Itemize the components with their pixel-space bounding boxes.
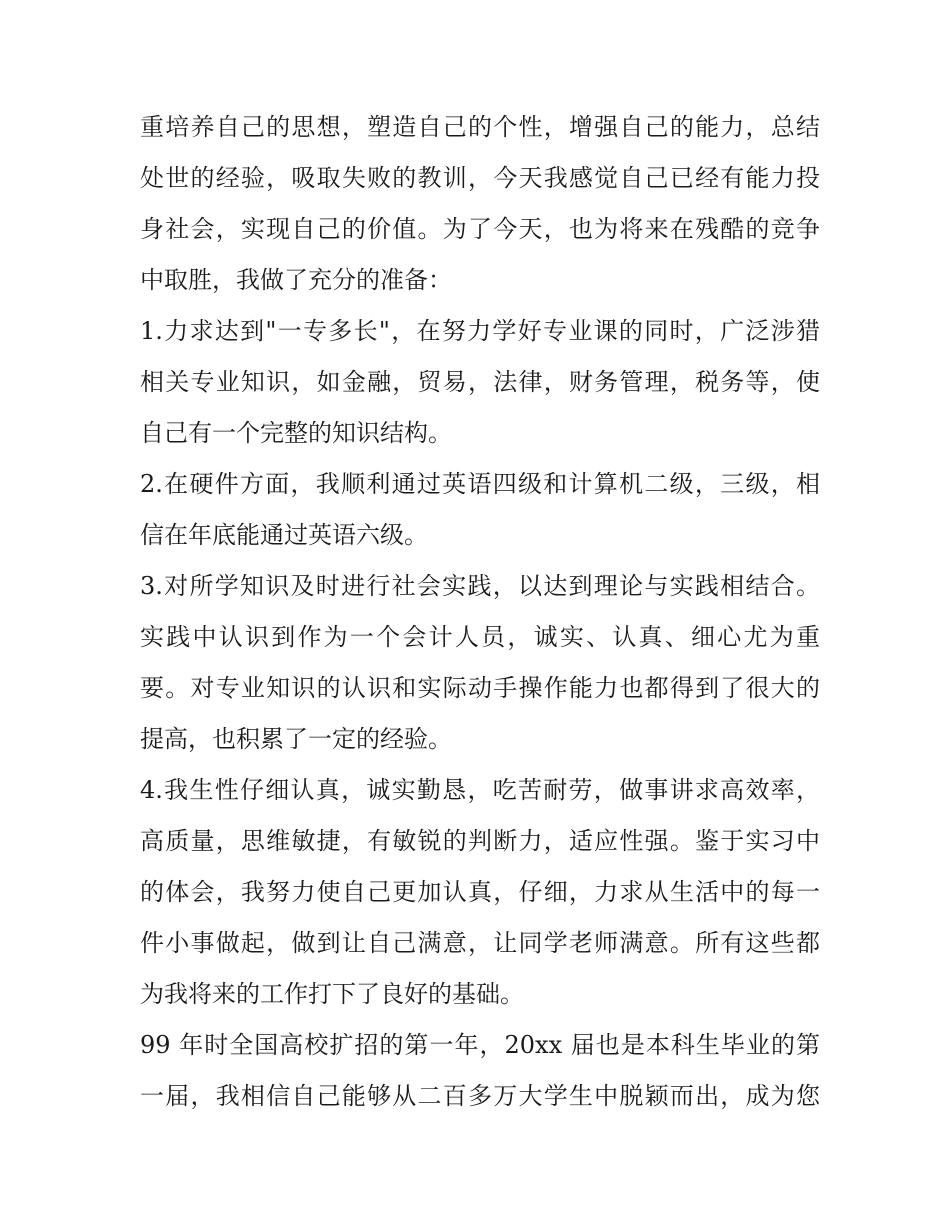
text-line: 身社会，实现自己的价值。为了今天，也为将来在残酷的竞争 [140, 215, 820, 243]
text-line: 重培养自己的思想，塑造自己的个性，增强自己的能力，总结 [140, 113, 820, 141]
text-line: 3.对所学知识及时进行社会实践，以达到理论与实践相结合。 [140, 572, 820, 600]
text-line: 处世的经验，吸取失败的教训，今天我感觉自己已经有能力投 [140, 164, 820, 192]
text-line: 自己有一个完整的知识结构。 [140, 419, 452, 447]
text-line: 实践中认识到作为一个会计人员，诚实、认真、细心尤为重 [140, 623, 820, 651]
text-line: 高质量，思维敏捷，有敏锐的判断力，适应性强。鉴于实习中 [140, 827, 820, 855]
text-line: 的体会，我努力使自己更加认真，仔细，力求从生活中的每一 [140, 878, 820, 906]
text-line: 要。对专业知识的认识和实际动手操作能力也都得到了很大的 [140, 674, 820, 702]
text-line: 为我将来的工作打下了良好的基础。 [140, 980, 524, 1008]
text-line: 提高，也积累了一定的经验。 [140, 725, 452, 753]
text-line: 一届，我相信自己能够从二百多万大学生中脱颖而出，成为您 [140, 1082, 820, 1110]
text-line: 2.在硬件方面，我顺利通过英语四级和计算机二级，三级，相 [140, 470, 820, 498]
text-line: 99 年时全国高校扩招的第一年，20xx 届也是本科生毕业的第 [140, 1031, 820, 1059]
text-line: 中取胜，我做了充分的准备： [140, 266, 452, 294]
text-line: 件小事做起，做到让自己满意，让同学老师满意。所有这些都 [140, 929, 820, 957]
body-text [140, 102, 820, 1122]
text-line: 相关专业知识，如金融，贸易，法律，财务管理，税务等，使 [140, 368, 820, 396]
text-line: 1.力求达到"一专多长"，在努力学好专业课的同时，广泛涉猎 [140, 317, 820, 345]
text-line: 信在年底能通过英语六级。 [140, 521, 428, 549]
text-line: 4.我生性仔细认真，诚实勤恳，吃苦耐劳，做事讲求高效率， [140, 776, 820, 804]
